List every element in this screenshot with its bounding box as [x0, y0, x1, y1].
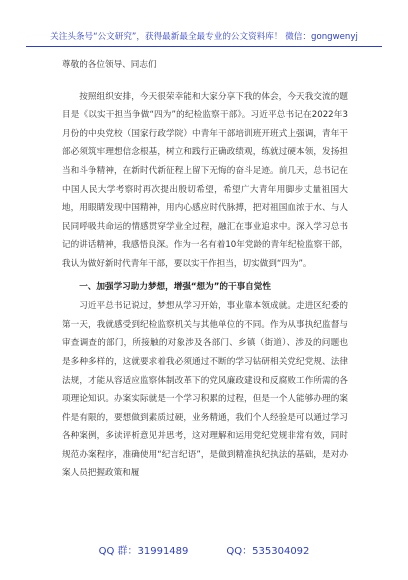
footer-qq: QQ：535304092: [226, 546, 310, 557]
footer-qq-group: QQ 群：31991489: [98, 546, 189, 557]
greeting: 尊敬的各位领导、同志们: [62, 60, 157, 70]
intro-paragraph: 按照组织安排，今天很荣幸能和大家分享下我的体会，今天我交流的题目是《以实干担当争做“四为”的纪检监察干部》。习近平总书记在2022年3月份的中央党校（国家行政学院）中青年干部培训班开班式上强调，青年干部必须筑牢理想信念根基，树立和践行正确政绩观，练就过硬本领，发扬担当和斗争精神，在新时代新征程上留下无悔的奋斗足迹。前几天，总书记在中国人民大学考察时再次提出殷切希望，希望广大青年用脚步丈量祖国大地，用眼睛发现中国精神，用内心感应时代脉搏，把对祖国血浓于水、与人民同呼吸共命运的情感贯穿学业全过程，融汇在事业追求中。深入学习总书记的讲话精神，我感悟良深。作为一名有着10年党龄的青年纪检监察干部，我认为做好新时代青年干部，要以实干作担当，切实做到“四为”。: [62, 91, 348, 269]
header-promo-text: 关注头条号“公文研究”，获得最新最全最专业的公文资料库！ 微信：gongwenyj: [50, 32, 358, 42]
document-body: [62, 56, 348, 483]
header-banner: [26, 24, 382, 47]
section-heading: 一、加强学习助力梦想，增强“想为”的干事自觉性: [79, 281, 271, 292]
footer: [0, 542, 408, 557]
section-paragraph: 习近平总书记说过，梦想从学习开始，事业靠本领成就。走进区纪委的第一天，我就感受到纪检监察机关与其他单位的不同。作为从事执纪监督与审查调查的部门，所接触的对象涉及各部门、乡镇（街道）、涉及的问题也是多种多样的，这就要求着我必须通过不断的学习钻研相关党纪党规、法律法规，才能从容适应监察体制改革下的党风廉政建设和反腐败工作所需的各项理论知识。办案实际就是一个学习积累的过程，但是一个人能够办理的案件是有限的，要想做到素质过硬，业务精通，我们个人经验是可以通过学习各种案例，多读评析意见并思考，这对理解和运用党纪党规非常有效，同时规范办案程序，准确使用“纪言纪语”，是做到精准执纪执法的基础，是对办案人员把握政策和履: [62, 301, 348, 479]
